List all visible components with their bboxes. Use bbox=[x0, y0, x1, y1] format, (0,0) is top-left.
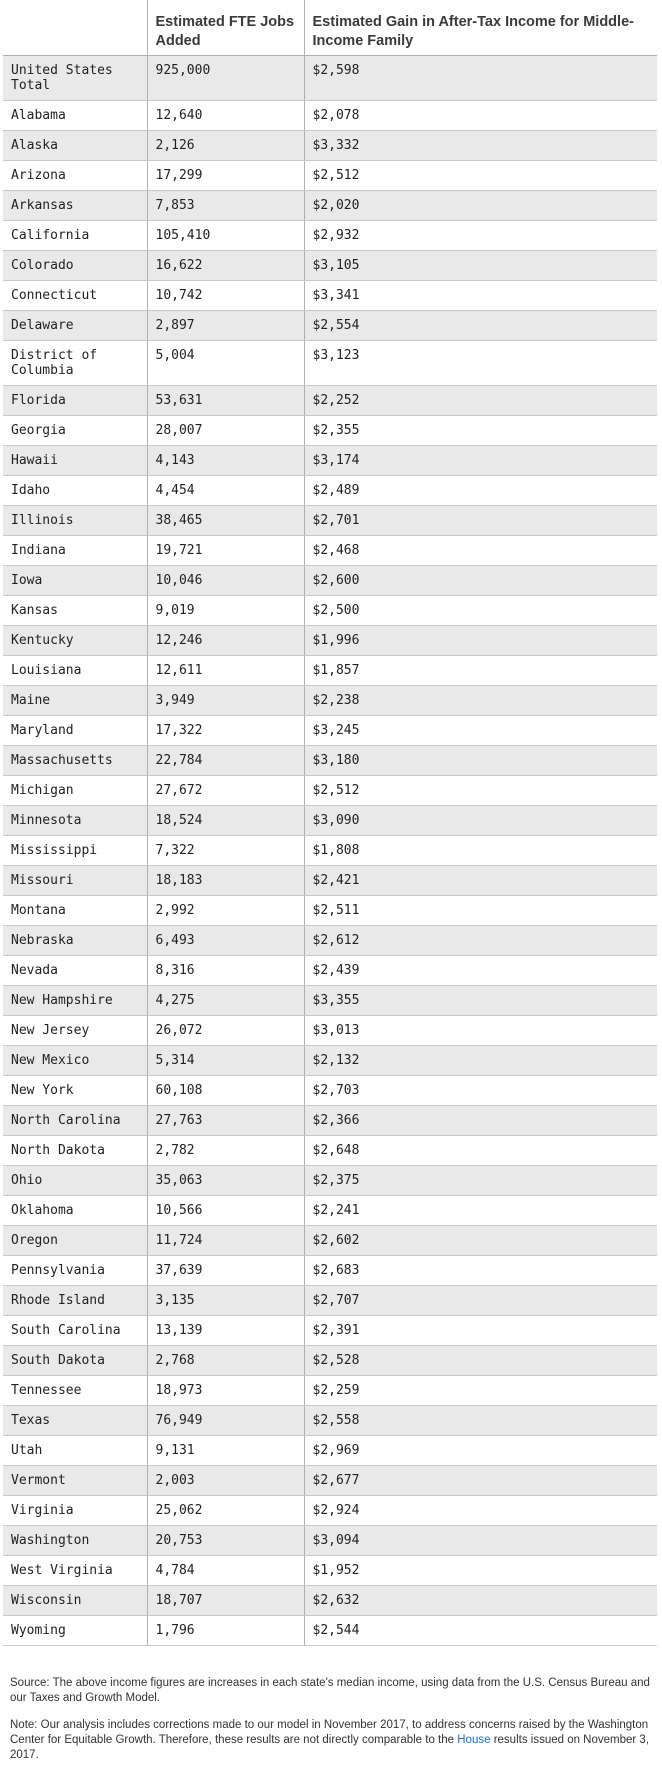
income-cell: $2,683 bbox=[304, 1256, 657, 1286]
jobs-cell: 10,566 bbox=[147, 1196, 304, 1226]
jobs-cell: 3,135 bbox=[147, 1286, 304, 1316]
table-row bbox=[3, 1526, 657, 1556]
income-cell: $2,512 bbox=[304, 776, 657, 806]
jobs-cell: 53,631 bbox=[147, 386, 304, 416]
state-cell: United States Total bbox=[3, 56, 147, 101]
table-row bbox=[3, 161, 657, 191]
state-cell: Montana bbox=[3, 896, 147, 926]
table-row bbox=[3, 896, 657, 926]
income-cell: $3,180 bbox=[304, 746, 657, 776]
table-row bbox=[3, 1346, 657, 1376]
income-cell: $2,598 bbox=[304, 56, 657, 101]
table-row bbox=[3, 1046, 657, 1076]
jobs-cell: 10,046 bbox=[147, 566, 304, 596]
state-cell: Texas bbox=[3, 1406, 147, 1436]
table-row bbox=[3, 1586, 657, 1616]
state-cell: Nebraska bbox=[3, 926, 147, 956]
table-row bbox=[3, 1496, 657, 1526]
jobs-cell: 19,721 bbox=[147, 536, 304, 566]
income-cell: $2,969 bbox=[304, 1436, 657, 1466]
table-row bbox=[3, 56, 657, 101]
table-row bbox=[3, 311, 657, 341]
income-cell: $1,952 bbox=[304, 1556, 657, 1586]
income-cell: $3,332 bbox=[304, 131, 657, 161]
income-cell: $2,439 bbox=[304, 956, 657, 986]
table-row bbox=[3, 131, 657, 161]
state-cell: Oklahoma bbox=[3, 1196, 147, 1226]
state-cell: Pennsylvania bbox=[3, 1256, 147, 1286]
state-cell: Vermont bbox=[3, 1466, 147, 1496]
income-cell: $2,544 bbox=[304, 1616, 657, 1646]
income-cell: $2,391 bbox=[304, 1316, 657, 1346]
state-cell: Kentucky bbox=[3, 626, 147, 656]
income-cell: $2,355 bbox=[304, 416, 657, 446]
table-row bbox=[3, 101, 657, 131]
jobs-cell: 16,622 bbox=[147, 251, 304, 281]
income-cell: $3,245 bbox=[304, 716, 657, 746]
state-cell: Oregon bbox=[3, 1226, 147, 1256]
jobs-cell: 6,493 bbox=[147, 926, 304, 956]
table-row bbox=[3, 1256, 657, 1286]
state-cell: South Dakota bbox=[3, 1346, 147, 1376]
state-cell: New Jersey bbox=[3, 1016, 147, 1046]
jobs-cell: 18,524 bbox=[147, 806, 304, 836]
table-row bbox=[3, 626, 657, 656]
jobs-cell: 5,004 bbox=[147, 341, 304, 386]
state-cell: Wyoming bbox=[3, 1616, 147, 1646]
state-cell: Nevada bbox=[3, 956, 147, 986]
header-row bbox=[3, 0, 657, 56]
table-row bbox=[3, 806, 657, 836]
table-row bbox=[3, 1406, 657, 1436]
jobs-cell: 2,992 bbox=[147, 896, 304, 926]
jobs-cell: 76,949 bbox=[147, 1406, 304, 1436]
income-cell: $2,489 bbox=[304, 476, 657, 506]
table-row bbox=[3, 776, 657, 806]
jobs-cell: 4,454 bbox=[147, 476, 304, 506]
jobs-cell: 2,782 bbox=[147, 1136, 304, 1166]
jobs-cell: 35,063 bbox=[147, 1166, 304, 1196]
table-row bbox=[3, 1316, 657, 1346]
jobs-cell: 12,246 bbox=[147, 626, 304, 656]
income-cell: $2,421 bbox=[304, 866, 657, 896]
table-row bbox=[3, 191, 657, 221]
table-body bbox=[3, 56, 657, 1646]
state-cell: Virginia bbox=[3, 1496, 147, 1526]
table-row bbox=[3, 566, 657, 596]
table-row bbox=[3, 1106, 657, 1136]
income-cell: $2,511 bbox=[304, 896, 657, 926]
state-cell: Michigan bbox=[3, 776, 147, 806]
jobs-cell: 2,126 bbox=[147, 131, 304, 161]
note-text-end: results issued on November 3, 2017. bbox=[10, 1734, 650, 1761]
income-cell: $2,612 bbox=[304, 926, 657, 956]
state-cell: Minnesota bbox=[3, 806, 147, 836]
table-row bbox=[3, 1436, 657, 1466]
table-row bbox=[3, 1196, 657, 1226]
state-jobs-income-table bbox=[3, 0, 657, 1646]
header-jobs: Estimated FTE Jobs Added bbox=[147, 0, 304, 56]
income-cell: $2,703 bbox=[304, 1076, 657, 1106]
jobs-cell: 4,784 bbox=[147, 1556, 304, 1586]
table-row bbox=[3, 506, 657, 536]
income-cell: $2,707 bbox=[304, 1286, 657, 1316]
jobs-cell: 2,768 bbox=[147, 1346, 304, 1376]
table-row bbox=[3, 746, 657, 776]
jobs-cell: 25,062 bbox=[147, 1496, 304, 1526]
header-state bbox=[3, 0, 147, 56]
table-row bbox=[3, 416, 657, 446]
table-row bbox=[3, 956, 657, 986]
state-cell: Georgia bbox=[3, 416, 147, 446]
source-note: Source: The above income figures are increases in each state's median income, using data from the U.S. Census Bureau and our Taxes and Growth Model. bbox=[10, 1677, 650, 1704]
table-row bbox=[3, 221, 657, 251]
state-cell: Arkansas bbox=[3, 191, 147, 221]
income-cell: $3,013 bbox=[304, 1016, 657, 1046]
table-row bbox=[3, 686, 657, 716]
state-cell: Connecticut bbox=[3, 281, 147, 311]
income-cell: $2,600 bbox=[304, 566, 657, 596]
jobs-cell: 925,000 bbox=[147, 56, 304, 101]
table-row bbox=[3, 1136, 657, 1166]
income-cell: $1,857 bbox=[304, 656, 657, 686]
table-row bbox=[3, 476, 657, 506]
income-cell: $3,105 bbox=[304, 251, 657, 281]
jobs-cell: 4,275 bbox=[147, 986, 304, 1016]
note-text: Note: Our analysis includes corrections made to our model in November 2017, to address concerns raised by the Washington Center for Equitable Growth. Therefore, these results are not directly comparable to the bbox=[10, 1719, 649, 1746]
income-cell: $2,500 bbox=[304, 596, 657, 626]
table-row bbox=[3, 536, 657, 566]
income-cell: $2,252 bbox=[304, 386, 657, 416]
house-link[interactable]: House bbox=[457, 1734, 491, 1746]
jobs-cell: 2,003 bbox=[147, 1466, 304, 1496]
jobs-cell: 26,072 bbox=[147, 1016, 304, 1046]
state-cell: Missouri bbox=[3, 866, 147, 896]
state-cell: Idaho bbox=[3, 476, 147, 506]
table-row bbox=[3, 836, 657, 866]
jobs-cell: 12,611 bbox=[147, 656, 304, 686]
state-cell: Hawaii bbox=[3, 446, 147, 476]
state-cell: Alabama bbox=[3, 101, 147, 131]
income-cell: $3,341 bbox=[304, 281, 657, 311]
table-row bbox=[3, 926, 657, 956]
table-row bbox=[3, 866, 657, 896]
table-row bbox=[3, 656, 657, 686]
jobs-cell: 27,672 bbox=[147, 776, 304, 806]
jobs-cell: 38,465 bbox=[147, 506, 304, 536]
table-row bbox=[3, 1076, 657, 1106]
income-cell: $2,132 bbox=[304, 1046, 657, 1076]
state-cell: Rhode Island bbox=[3, 1286, 147, 1316]
jobs-cell: 27,763 bbox=[147, 1106, 304, 1136]
jobs-cell: 2,897 bbox=[147, 311, 304, 341]
income-cell: $3,094 bbox=[304, 1526, 657, 1556]
state-cell: Mississippi bbox=[3, 836, 147, 866]
state-cell: West Virginia bbox=[3, 1556, 147, 1586]
table-row bbox=[3, 386, 657, 416]
income-cell: $1,996 bbox=[304, 626, 657, 656]
income-cell: $2,020 bbox=[304, 191, 657, 221]
state-cell: South Carolina bbox=[3, 1316, 147, 1346]
jobs-cell: 7,853 bbox=[147, 191, 304, 221]
jobs-cell: 60,108 bbox=[147, 1076, 304, 1106]
state-cell: North Carolina bbox=[3, 1106, 147, 1136]
jobs-cell: 3,949 bbox=[147, 686, 304, 716]
jobs-cell: 37,639 bbox=[147, 1256, 304, 1286]
state-cell: Ohio bbox=[3, 1166, 147, 1196]
income-cell: $2,924 bbox=[304, 1496, 657, 1526]
income-cell: $2,512 bbox=[304, 161, 657, 191]
state-cell: California bbox=[3, 221, 147, 251]
state-cell: New Mexico bbox=[3, 1046, 147, 1076]
income-cell: $2,554 bbox=[304, 311, 657, 341]
jobs-cell: 18,707 bbox=[147, 1586, 304, 1616]
state-cell: Delaware bbox=[3, 311, 147, 341]
state-cell: Illinois bbox=[3, 506, 147, 536]
jobs-cell: 10,742 bbox=[147, 281, 304, 311]
state-cell: Massachusetts bbox=[3, 746, 147, 776]
state-cell: Colorado bbox=[3, 251, 147, 281]
jobs-cell: 18,183 bbox=[147, 866, 304, 896]
table-row bbox=[3, 596, 657, 626]
table-row bbox=[3, 1616, 657, 1646]
table-row bbox=[3, 251, 657, 281]
income-cell: $1,808 bbox=[304, 836, 657, 866]
income-cell: $2,602 bbox=[304, 1226, 657, 1256]
state-cell: Utah bbox=[3, 1436, 147, 1466]
income-cell: $2,375 bbox=[304, 1166, 657, 1196]
income-cell: $2,558 bbox=[304, 1406, 657, 1436]
state-cell: New York bbox=[3, 1076, 147, 1106]
state-cell: Washington bbox=[3, 1526, 147, 1556]
table-row bbox=[3, 1226, 657, 1256]
table-row bbox=[3, 716, 657, 746]
income-cell: $2,648 bbox=[304, 1136, 657, 1166]
state-cell: Tennessee bbox=[3, 1376, 147, 1406]
header-income: Estimated Gain in After-Tax Income for Middle-Income Family bbox=[304, 0, 657, 56]
table-row bbox=[3, 1466, 657, 1496]
state-cell: New Hampshire bbox=[3, 986, 147, 1016]
income-cell: $2,932 bbox=[304, 221, 657, 251]
jobs-cell: 17,299 bbox=[147, 161, 304, 191]
state-cell: Arizona bbox=[3, 161, 147, 191]
jobs-cell: 9,019 bbox=[147, 596, 304, 626]
table-row bbox=[3, 446, 657, 476]
table-row bbox=[3, 341, 657, 386]
jobs-cell: 28,007 bbox=[147, 416, 304, 446]
table-row bbox=[3, 1286, 657, 1316]
state-cell: Wisconsin bbox=[3, 1586, 147, 1616]
income-cell: $2,238 bbox=[304, 686, 657, 716]
jobs-cell: 13,139 bbox=[147, 1316, 304, 1346]
jobs-cell: 105,410 bbox=[147, 221, 304, 251]
income-cell: $3,090 bbox=[304, 806, 657, 836]
state-cell: Louisiana bbox=[3, 656, 147, 686]
income-cell: $2,528 bbox=[304, 1346, 657, 1376]
state-cell: Florida bbox=[3, 386, 147, 416]
analysis-note bbox=[10, 1718, 650, 1763]
state-cell: Alaska bbox=[3, 131, 147, 161]
jobs-cell: 5,314 bbox=[147, 1046, 304, 1076]
income-cell: $2,677 bbox=[304, 1466, 657, 1496]
table-row bbox=[3, 986, 657, 1016]
state-cell: Maryland bbox=[3, 716, 147, 746]
table-row bbox=[3, 1556, 657, 1586]
jobs-cell: 8,316 bbox=[147, 956, 304, 986]
jobs-cell: 1,796 bbox=[147, 1616, 304, 1646]
jobs-cell: 22,784 bbox=[147, 746, 304, 776]
income-cell: $2,701 bbox=[304, 506, 657, 536]
income-cell: $2,259 bbox=[304, 1376, 657, 1406]
jobs-cell: 18,973 bbox=[147, 1376, 304, 1406]
jobs-cell: 9,131 bbox=[147, 1436, 304, 1466]
income-cell: $2,632 bbox=[304, 1586, 657, 1616]
jobs-cell: 20,753 bbox=[147, 1526, 304, 1556]
table-row bbox=[3, 281, 657, 311]
income-cell: $3,123 bbox=[304, 341, 657, 386]
income-cell: $2,078 bbox=[304, 101, 657, 131]
income-cell: $3,355 bbox=[304, 986, 657, 1016]
state-cell: North Dakota bbox=[3, 1136, 147, 1166]
jobs-cell: 11,724 bbox=[147, 1226, 304, 1256]
jobs-cell: 17,322 bbox=[147, 716, 304, 746]
table-container bbox=[3, 0, 657, 1646]
jobs-cell: 7,322 bbox=[147, 836, 304, 866]
state-cell: Indiana bbox=[3, 536, 147, 566]
income-cell: $2,366 bbox=[304, 1106, 657, 1136]
state-cell: Maine bbox=[3, 686, 147, 716]
state-cell: Kansas bbox=[3, 596, 147, 626]
table-row bbox=[3, 1166, 657, 1196]
table-row bbox=[3, 1016, 657, 1046]
state-cell: District of Columbia bbox=[3, 341, 147, 386]
state-cell: Iowa bbox=[3, 566, 147, 596]
income-cell: $3,174 bbox=[304, 446, 657, 476]
jobs-cell: 12,640 bbox=[147, 101, 304, 131]
income-cell: $2,241 bbox=[304, 1196, 657, 1226]
jobs-cell: 4,143 bbox=[147, 446, 304, 476]
income-cell: $2,468 bbox=[304, 536, 657, 566]
table-row bbox=[3, 1376, 657, 1406]
